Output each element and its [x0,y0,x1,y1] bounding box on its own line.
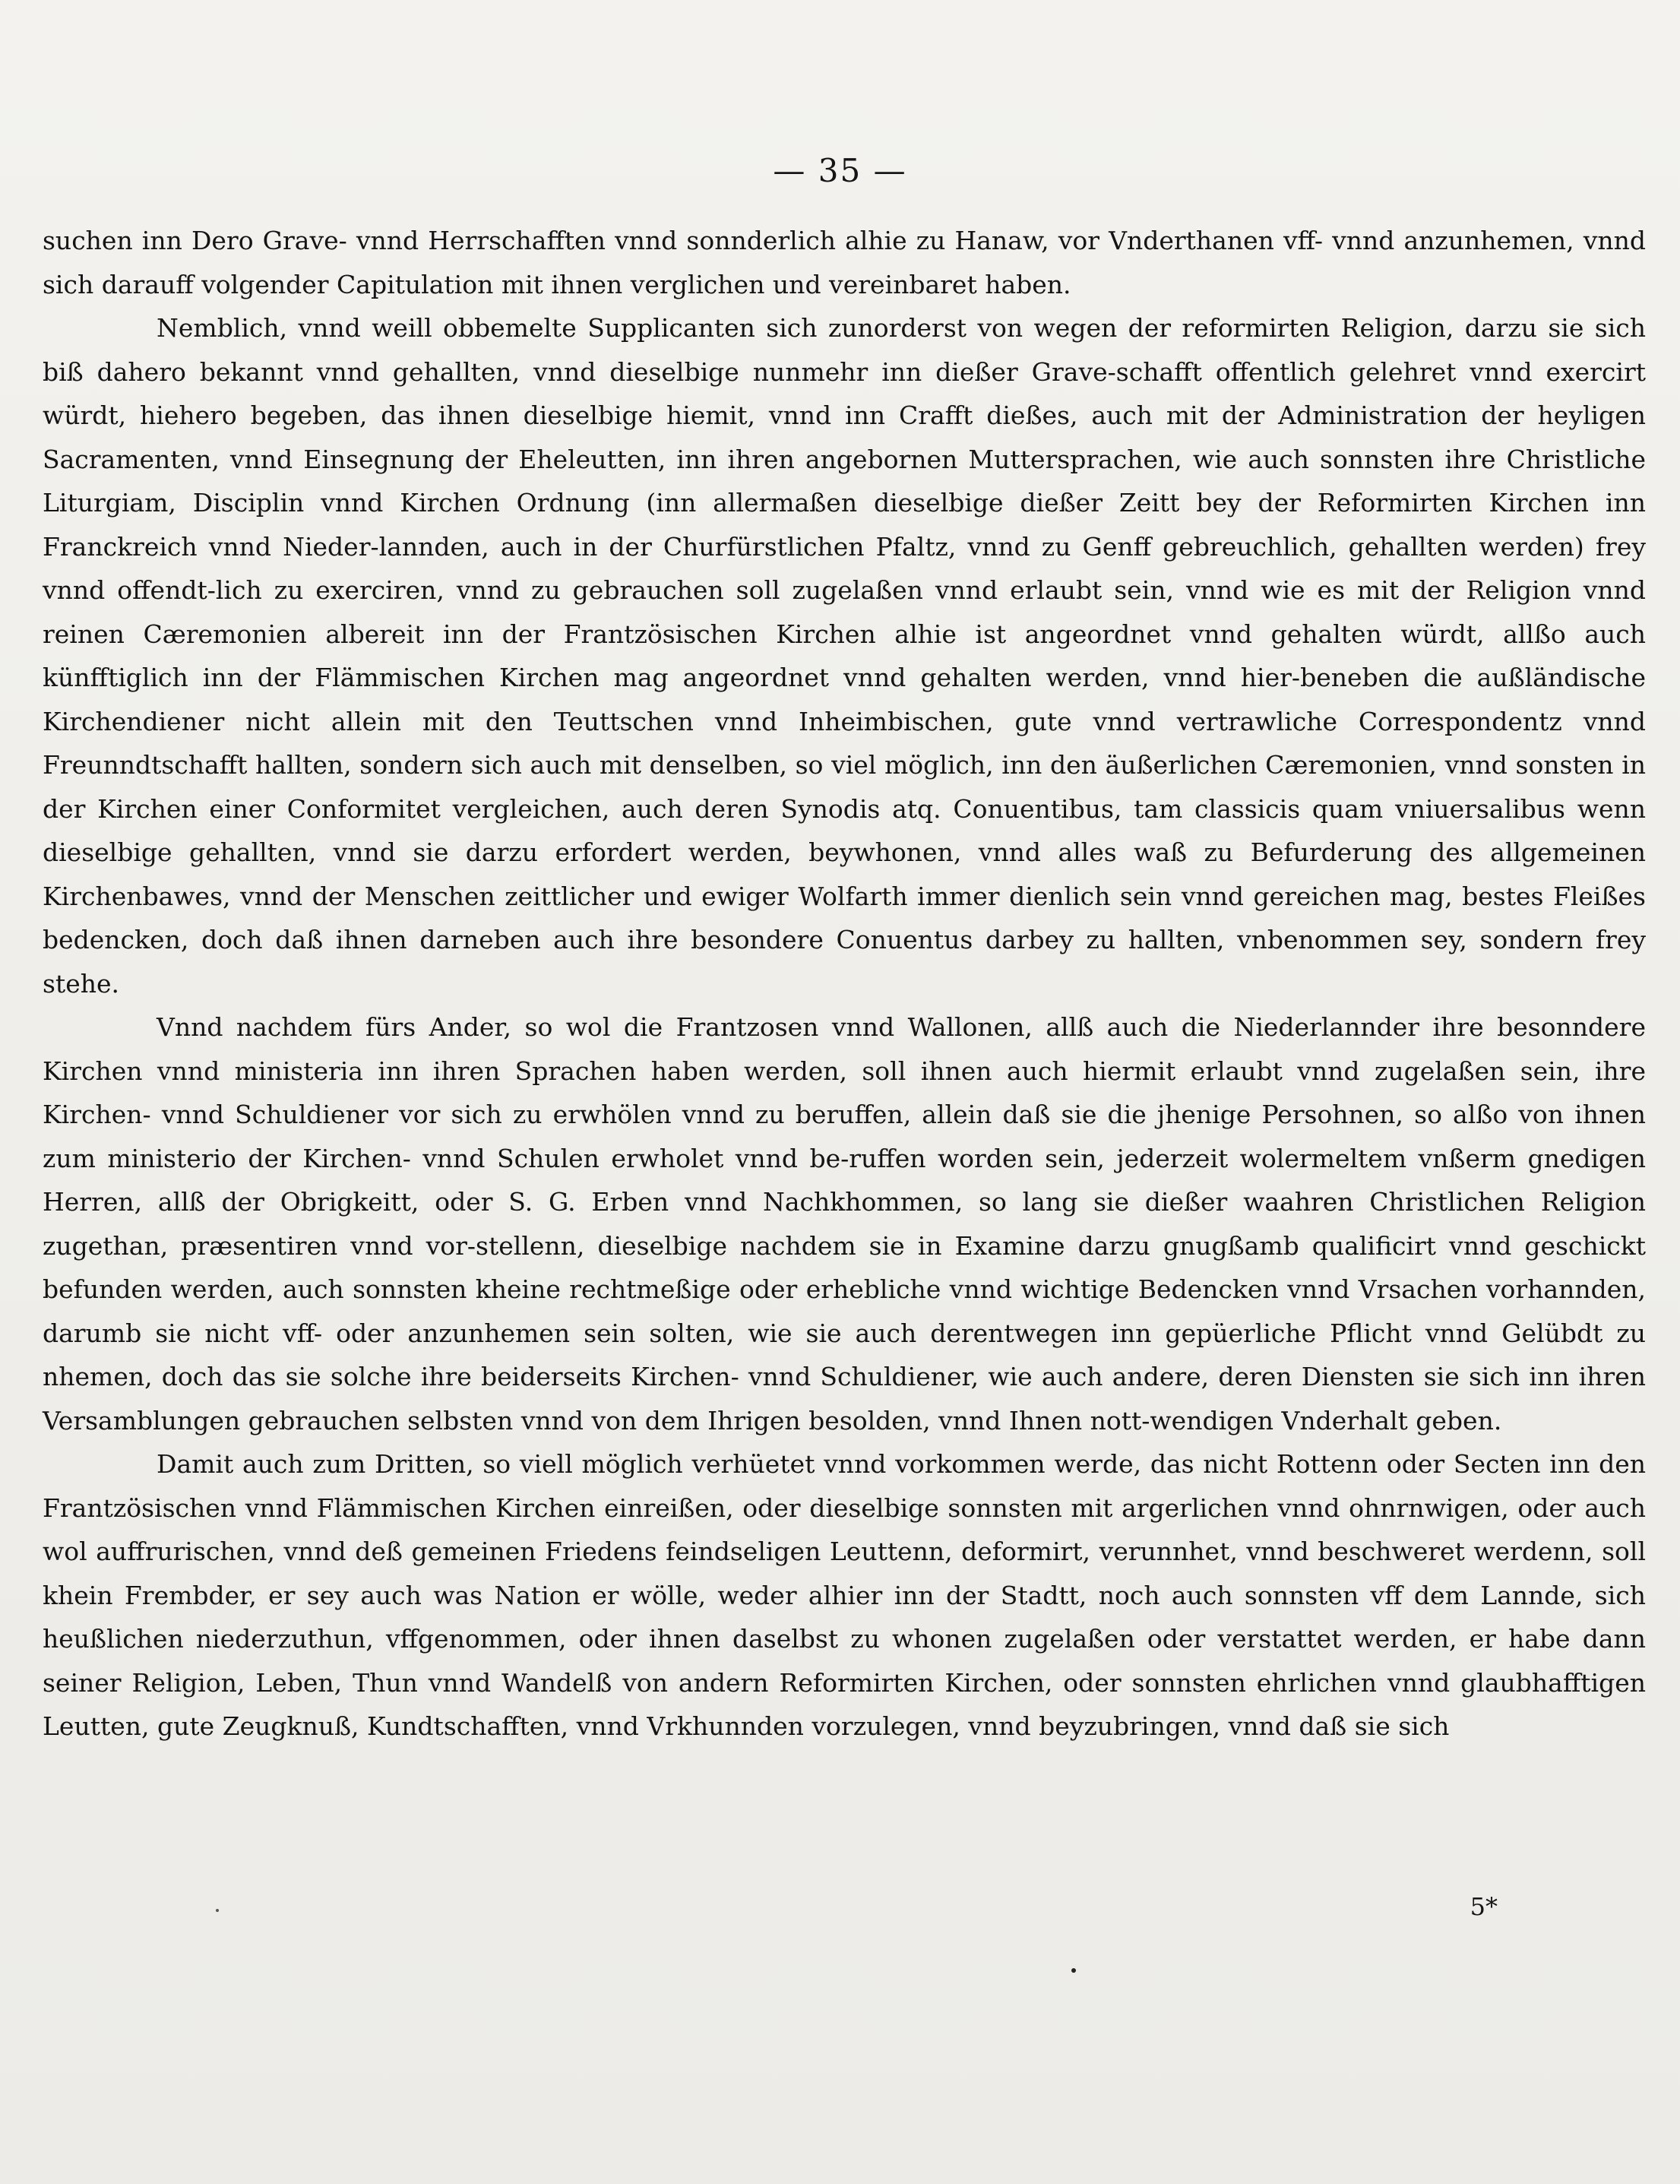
paragraph-2: Nemblich, vnnd weill obbemelte Supplicanten sich zunorderst von wegen der reformirten Religion, darzu sie sich biß dahero bekannt vnnd gehallten, vnnd dieselbige nunmehr inn dießer Grave-schafft offentlich gelehret vnnd exercirt würdt, hiehero begeben, das ihnen dieselbige hiemit, vnnd inn Crafft dießes, auch mit der Administration der heyligen Sacramenten, vnnd Einsegnung der Eheleutten, inn ihren angebornen Muttersprachen, wie auch sonnsten ihre Christliche Liturgiam, Disciplin vnnd Kirchen Ordnung (inn allermaßen dieselbige dießer Zeitt bey der Reformirten Kirchen inn Franckreich vnnd Nieder-lannden, auch in der Churfürstlichen Pfaltz, vnnd zu Genff gebreuchlich, gehallten werden) frey vnnd offendt-lich zu exerciren, vnnd zu gebrauchen soll zugelaßen vnnd erlaubt sein, vnnd wie es mit der Religion vnnd reinen Cæremonien albereit inn der Frantzösischen Kirchen alhie ist angeordnet vnnd gehalten würdt, allßo auch künfftiglich inn der Flämmischen Kirchen mag angeordnet vnnd gehalten werden, vnnd hier-beneben die außländische Kirchendiener nicht allein mit den Teuttschen vnnd Inheimbischen, gute vnnd vertrawliche Correspondentz vnnd Freunndtschafft hallten, sondern sich auch mit denselben, so viel möglich, inn den äußerlichen Cæremonien, vnnd sonsten in der Kirchen einer Conformitet vergleichen, auch deren Synodis atq. Conuentibus, tam classicis quam vniuersalibus wenn dieselbige gehallten, vnnd sie darzu erfordert werden, beywhonen, vnnd alles waß zu Befurderung des allgemeinen Kirchenbawes, vnnd der Menschen zeittlicher und ewiger Wolfarth immer dienlich sein vnnd gereichen mag, bestes Fleißes bedencken, doch daß ihnen darneben auch ihre besondere Conuentus darbey zu hallten, vnbenommen sey, sondern frey stehe. [43,313,1646,999]
paragraph-3: Vnnd nachdem fürs Ander, so wol die Frantzosen vnnd Wallonen, allß auch die Niederlannder ihre besonndere Kirchen vnnd ministeria inn ihren Sprachen haben werden, soll ihnen auch hiermit erlaubt vnnd zugelaßen sein, ihre Kirchen- vnnd Schuldiener vor sich zu erwhölen vnnd zu beruffen, allein daß sie die jhenige Persohnen, so alßo von ihnen zum ministerio der Kirchen- vnnd Schulen erwholet vnnd be-ruffen worden sein, jederzeit wolermeltem vnßerm gnedigen Herren, allß der Obrigkeitt, oder S. G. Erben vnnd Nachkhommen, so lang sie dießer waahren Christlichen Religion zugethan, præsentiren vnnd vor-stellenn, dieselbige nachdem sie in Examine darzu gnugßamb qualificirt vnnd geschickt befunden werden, auch sonnsten kheine rechtmeßige oder erhebliche vnnd wichtige Bedencken vnnd Vrsachen vorhannden, darumb sie nicht vff- oder anzunhemen sein solten, wie sie auch derentwegen inn gepüerliche Pflicht vnnd Gelübdt zu nhemen, doch das sie solche ihre beiderseits Kirchen- vnnd Schuldiener, wie auch andere, deren Diensten sie sich inn ihren Versamblungen gebrauchen selbsten vnnd von dem Ihrigen besolden, vnnd Ihnen nott-wendigen Vnderhalt geben. [43,1012,1646,1435]
signature-mark: 5* [1470,1892,1498,1921]
body-text [43,219,1646,1749]
page-number: — 35 — [773,152,907,189]
paragraph-1: suchen inn Dero Grave- vnnd Herrschafften vnnd sonnderlich alhie zu Hanaw, vor Vnderthanen vff- vnnd anzunhemen, vnnd sich darauff volgender Capitulation mit ihnen verglichen und vereinbaret haben. [43,226,1646,299]
ink-dot [1071,1968,1076,1973]
ink-speck [216,1909,219,1912]
paragraph-4: Damit auch zum Dritten, so viell möglich verhüetet vnnd vorkommen werde, das nicht Rottenn oder Secten inn den Frantzösischen vnnd Flämmischen Kirchen einreißen, oder dieselbige sonnsten mit argerlichen vnnd ohnrnwigen, oder auch wol auffrurischen, vnnd deß gemeinen Friedens feindseligen Leuttenn, deformirt, verunnhet, vnnd beschweret werdenn, soll khein Frembder, er sey auch was Nation er wölle, weder alhier inn der Stadtt, noch auch sonnsten vff dem Lannde, sich heußlichen niederzuthun, vffgenommen, oder ihnen daselbst zu whonen zugelaßen oder verstattet werden, er habe dann seiner Religion, Leben, Thun vnnd Wandelß von andern Reformirten Kirchen, oder sonnsten ehrlichen vnnd glaubhafftigen Leutten, gute Zeugknuß, Kundtschafften, vnnd Vrkhunnden vorzulegen, vnnd beyzubringen, vnnd daß sie sich [43,1449,1646,1741]
